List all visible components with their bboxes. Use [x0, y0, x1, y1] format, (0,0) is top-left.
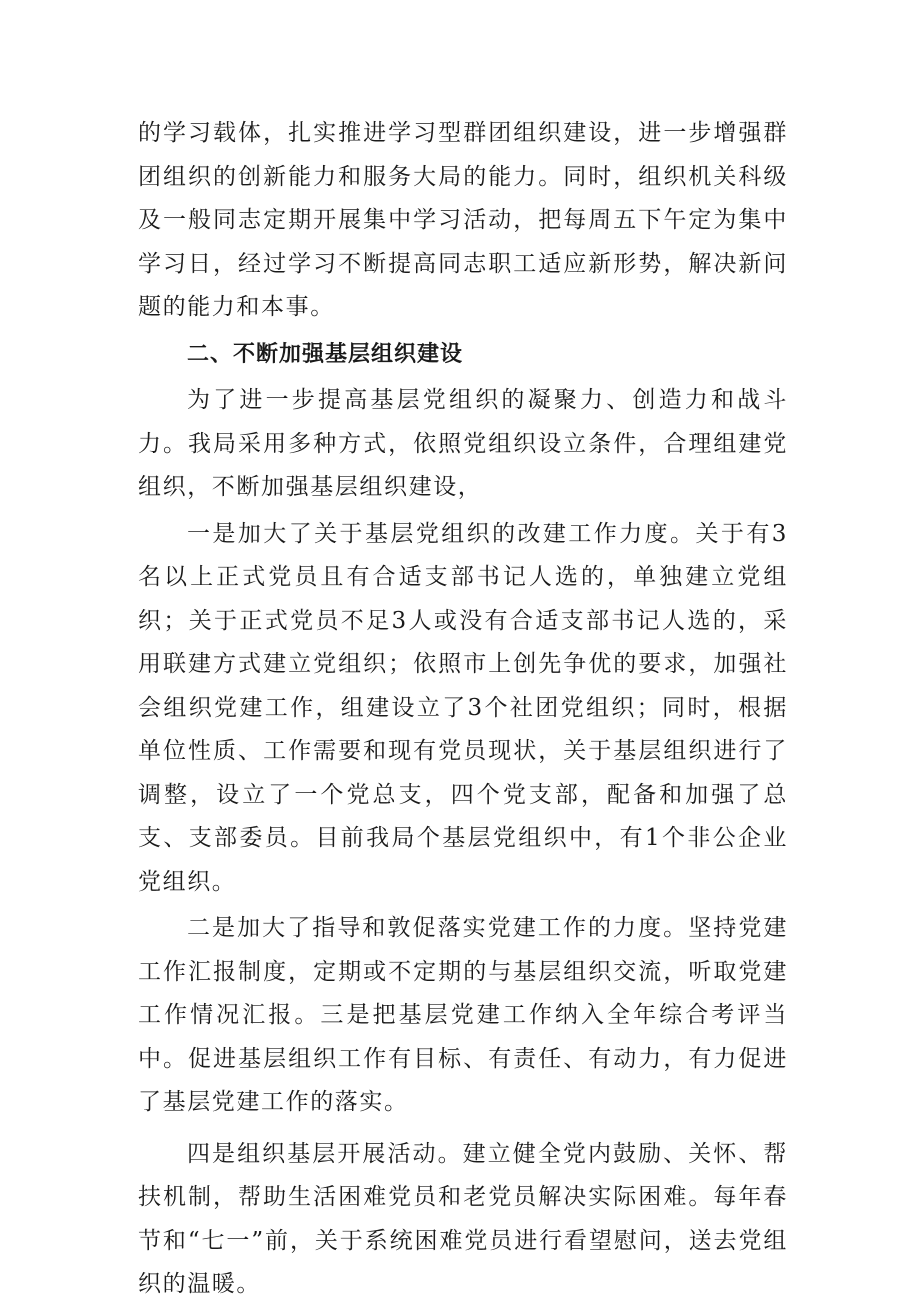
- section-heading: 二、不断加强基层组织建设: [187, 341, 464, 367]
- document-body: [138, 112, 788, 1307]
- paragraph-section-intro: 为了进一步提高基层党组织的凝聚力、创造力和战斗力。我局采用多种方式，依照党组织设立条件，合理组建党组织，不断加强基层组织建设，: [138, 387, 788, 500]
- paragraph-point-four: 四是组织基层开展活动。建立健全党内鼓励、关怀、帮扶机制，帮助生活困难党员和老党员解决实际困难。每年春节和“七一”前，关于系统困难党员进行看望慰问，送去党组织的温暖。: [138, 1140, 788, 1297]
- paragraph-point-two-three: 二是加大了指导和敦促落实党建工作的力度。坚持党建工作汇报制度，定期或不定期的与基层组织交流，听取党建工作情况汇报。三是把基层党建工作纳入全年综合考评当中。促进基层组织工作有目标、有责任、有动力，有力促进了基层党建工作的落实。: [138, 915, 788, 1115]
- paragraph-intro-continuation: 的学习载体，扎实推进学习型群团组织建设，进一步增强群团组织的创新能力和服务大局的能力。同时，组织机关科级及一般同志定期开展集中学习活动，把每周五下午定为集中学习日，经过学习不断提高同志职工适应新形势，解决新问题的能力和本事。: [138, 120, 788, 320]
- paragraph-point-one: 一是加大了关于基层党组织的改建工作力度。关于有3名以上正式党员且有合适支部书记人选的，单独建立党组织；关于正式党员不足3人或没有合适支部书记人选的，采用联建方式建立党组织；依照市上创先争优的要求，加强社会组织党建工作，组建设立了3个社团党组织；同时，根据单位性质、工作需要和现有党员现状，关于基层组织进行了调整，设立了一个党总支，四个党支部，配备和加强了总支、支部委员。目前我局个基层党组织中，有1个非公企业党组织。: [138, 520, 788, 895]
